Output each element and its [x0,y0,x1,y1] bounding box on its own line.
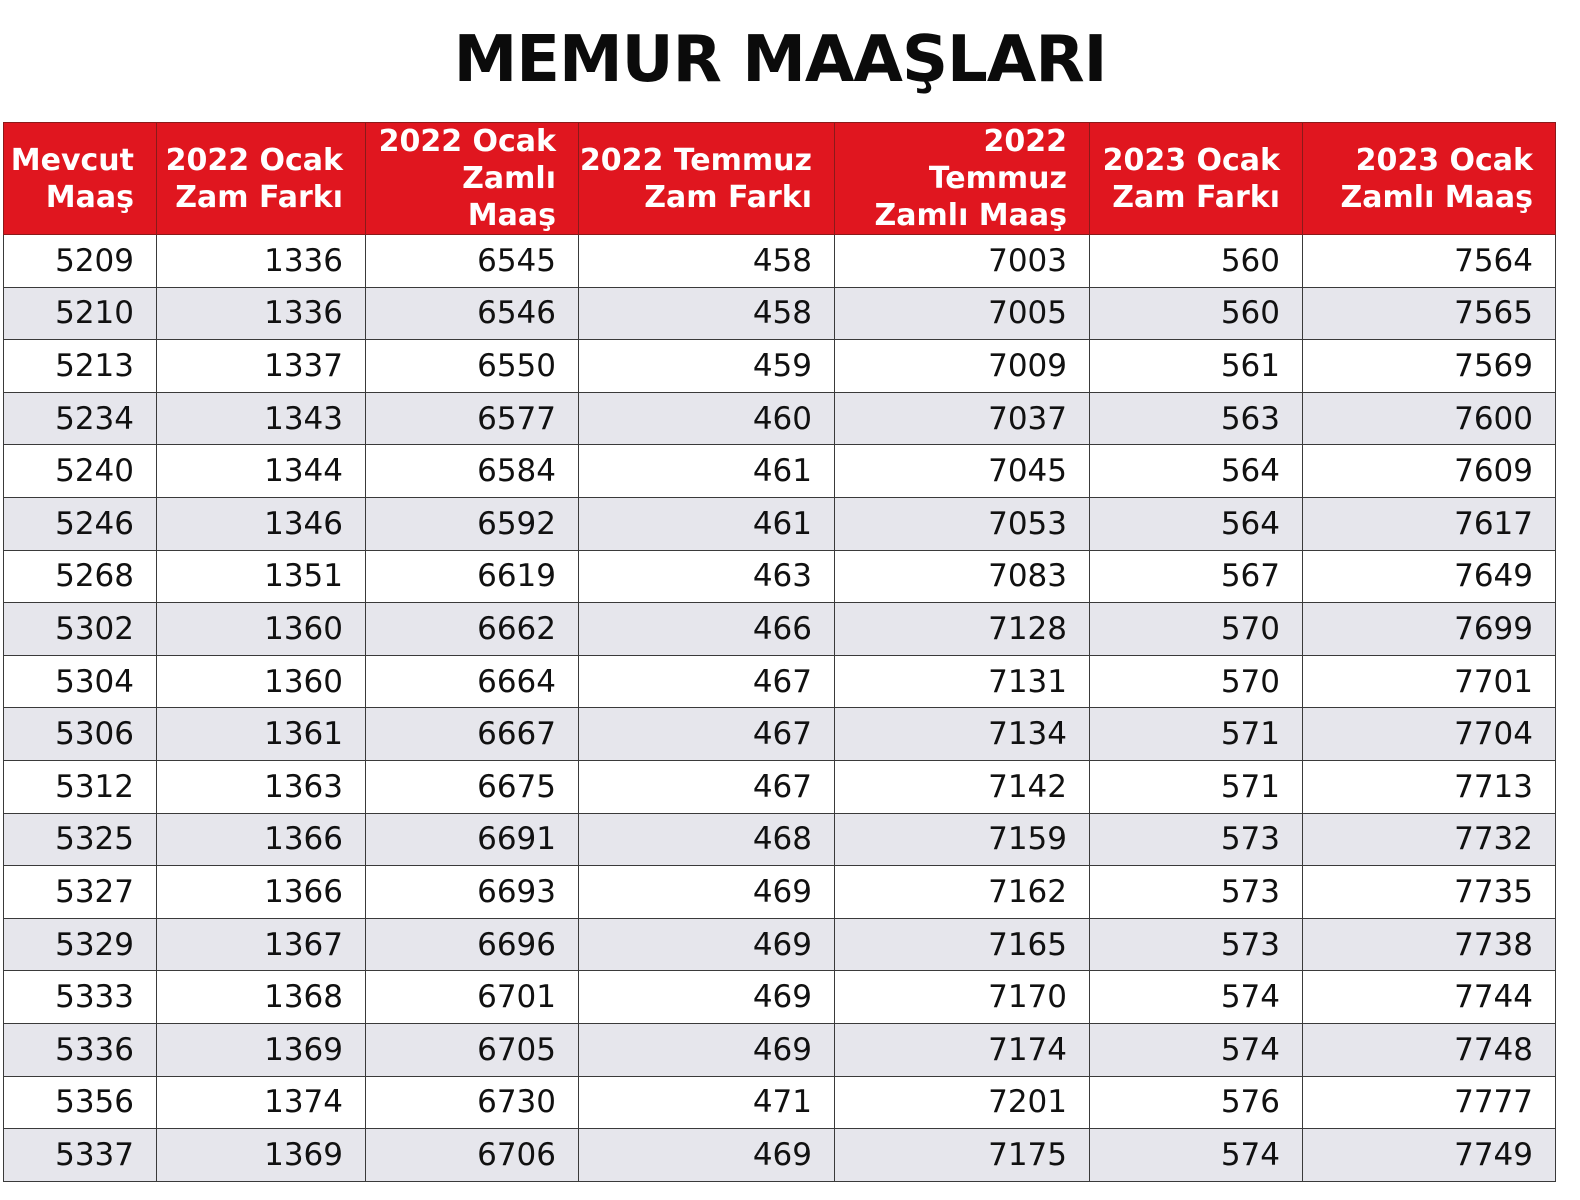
table-cell: 7738 [1303,918,1556,971]
table-cell: 5246 [4,497,157,550]
table-cell: 7748 [1303,1023,1556,1076]
table-cell: 7704 [1303,708,1556,761]
table-row [4,655,1556,708]
table-cell: 571 [1090,760,1303,813]
table-cell: 573 [1090,866,1303,919]
table-cell: 460 [579,392,835,445]
column-header-line2: Zam Farkı [175,179,343,215]
table-cell: 574 [1090,1129,1303,1182]
table-cell: 6705 [366,1023,579,1076]
table-cell: 7131 [835,655,1090,708]
table-cell: 7165 [835,918,1090,971]
table-cell: 560 [1090,235,1303,288]
table-cell: 7083 [835,550,1090,603]
table-cell: 7609 [1303,445,1556,498]
table-cell: 1360 [157,655,366,708]
table-row [4,445,1556,498]
table-row [4,235,1556,288]
column-header-line1: 2022 Temmuz [579,142,812,178]
table-cell: 6546 [366,287,579,340]
table-row [4,708,1556,761]
table-cell: 5234 [4,392,157,445]
table-header [4,123,1556,235]
table-cell: 6730 [366,1076,579,1129]
table-row [4,866,1556,919]
table-cell: 7201 [835,1076,1090,1129]
table-row [4,918,1556,971]
table-cell: 7053 [835,497,1090,550]
table-cell: 1361 [157,708,366,761]
table-row [4,813,1556,866]
table-cell: 471 [579,1076,835,1129]
column-header [835,123,1090,235]
table-cell: 5304 [4,655,157,708]
table-cell: 468 [579,813,835,866]
table-cell: 1337 [157,340,366,393]
table-cell: 7037 [835,392,1090,445]
table-cell: 576 [1090,1076,1303,1129]
table-cell: 461 [579,445,835,498]
table-cell: 1336 [157,235,366,288]
table-cell: 564 [1090,445,1303,498]
table-cell: 1343 [157,392,366,445]
table-cell: 5327 [4,866,157,919]
table-cell: 5336 [4,1023,157,1076]
table-cell: 1344 [157,445,366,498]
table-cell: 7732 [1303,813,1556,866]
table-cell: 570 [1090,655,1303,708]
table-cell: 7142 [835,760,1090,813]
table-cell: 5209 [4,235,157,288]
table-cell: 5213 [4,340,157,393]
table-cell: 1366 [157,866,366,919]
table-cell: 5333 [4,971,157,1024]
table-cell: 7564 [1303,235,1556,288]
table-cell: 7699 [1303,603,1556,656]
table-cell: 570 [1090,603,1303,656]
table-cell: 5306 [4,708,157,761]
table-cell: 573 [1090,918,1303,971]
table-cell: 6701 [366,971,579,1024]
table-cell: 1366 [157,813,366,866]
table-row [4,1023,1556,1076]
table-cell: 469 [579,918,835,971]
column-header-line2: Zamlı Maaş [462,161,556,233]
column-header [366,123,579,235]
table-cell: 7162 [835,866,1090,919]
table-cell: 7009 [835,340,1090,393]
table-cell: 5337 [4,1129,157,1182]
table-row [4,392,1556,445]
table-cell: 560 [1090,287,1303,340]
table-cell: 5210 [4,287,157,340]
table-cell: 6696 [366,918,579,971]
table-cell: 1369 [157,1023,366,1076]
table-cell: 1374 [157,1076,366,1129]
column-header [4,123,157,235]
table-cell: 469 [579,1023,835,1076]
table-cell: 7045 [835,445,1090,498]
table-cell: 1351 [157,550,366,603]
table-row [4,971,1556,1024]
table-cell: 7777 [1303,1076,1556,1129]
column-header-line1: 2022 Ocak [378,124,556,159]
table-cell: 567 [1090,550,1303,603]
column-header-line1: 2023 Ocak [1102,142,1280,178]
table-cell: 1363 [157,760,366,813]
table-cell: 574 [1090,1023,1303,1076]
table-cell: 7159 [835,813,1090,866]
table-cell: 469 [579,971,835,1024]
table-cell: 6619 [366,550,579,603]
table-cell: 5240 [4,445,157,498]
table-cell: 458 [579,287,835,340]
table-cell: 7600 [1303,392,1556,445]
table-row [4,1129,1556,1182]
table-cell: 7128 [835,603,1090,656]
table-cell: 458 [579,235,835,288]
table-body [4,235,1556,1182]
table-cell: 7175 [835,1129,1090,1182]
table-cell: 563 [1090,392,1303,445]
table-row [4,287,1556,340]
table-cell: 1369 [157,1129,366,1182]
table-cell: 459 [579,340,835,393]
table-cell: 6664 [366,655,579,708]
column-header-line2: Zam Farkı [1112,179,1280,215]
table-row [4,1076,1556,1129]
table-cell: 7565 [1303,287,1556,340]
table-cell: 574 [1090,971,1303,1024]
table-cell: 7735 [1303,866,1556,919]
column-header-line2: Zam Farkı [644,179,812,215]
table-cell: 6706 [366,1129,579,1182]
table-cell: 6693 [366,866,579,919]
table-cell: 571 [1090,708,1303,761]
table-cell: 467 [579,708,835,761]
column-header [1090,123,1303,235]
table-cell: 1360 [157,603,366,656]
table-cell: 463 [579,550,835,603]
header-row [4,123,1556,235]
table-cell: 6584 [366,445,579,498]
table-cell: 1368 [157,971,366,1024]
table-cell: 573 [1090,813,1303,866]
table-cell: 7749 [1303,1129,1556,1182]
table-cell: 7744 [1303,971,1556,1024]
table-cell: 6592 [366,497,579,550]
column-header-line1: 2022 Ocak [165,142,343,178]
table-cell: 7649 [1303,550,1556,603]
table-cell: 6691 [366,813,579,866]
table-cell: 7569 [1303,340,1556,393]
table-row [4,340,1556,393]
column-header [579,123,835,235]
table-cell: 467 [579,655,835,708]
table-row [4,603,1556,656]
table-cell: 1346 [157,497,366,550]
table-cell: 5312 [4,760,157,813]
column-header-line1: Mevcut [10,142,134,178]
table-cell: 7174 [835,1023,1090,1076]
table-cell: 1336 [157,287,366,340]
table-cell: 6577 [366,392,579,445]
table-cell: 5268 [4,550,157,603]
table-cell: 6675 [366,760,579,813]
page-title: MEMUR MAAŞLARI [453,23,1107,97]
column-header [1303,123,1556,235]
table-cell: 5325 [4,813,157,866]
table-cell: 7170 [835,971,1090,1024]
table-cell: 5356 [4,1076,157,1129]
column-header [157,123,366,235]
table-cell: 7701 [1303,655,1556,708]
table-cell: 5302 [4,603,157,656]
column-header-line1: 2023 Ocak [1355,142,1533,178]
table-cell: 7005 [835,287,1090,340]
table-row [4,760,1556,813]
table-cell: 6545 [366,235,579,288]
table-cell: 5329 [4,918,157,971]
table-cell: 1367 [157,918,366,971]
table-cell: 469 [579,866,835,919]
table-cell: 6662 [366,603,579,656]
table-cell: 469 [579,1129,835,1182]
column-header-line2: Zamlı Maaş [874,198,1067,233]
table-cell: 466 [579,603,835,656]
table-cell: 6667 [366,708,579,761]
table-cell: 467 [579,760,835,813]
salary-table [3,122,1556,1182]
column-header-line1: 2022 Temmuz [928,124,1067,196]
table-cell: 561 [1090,340,1303,393]
table-cell: 7617 [1303,497,1556,550]
table-cell: 7713 [1303,760,1556,813]
table-cell: 564 [1090,497,1303,550]
table-row [4,497,1556,550]
column-header-line2: Maaş [45,179,134,215]
table-cell: 7003 [835,235,1090,288]
table-cell: 7134 [835,708,1090,761]
table-row [4,550,1556,603]
table-cell: 6550 [366,340,579,393]
column-header-line2: Zamlı Maaş [1340,179,1533,215]
table-cell: 461 [579,497,835,550]
